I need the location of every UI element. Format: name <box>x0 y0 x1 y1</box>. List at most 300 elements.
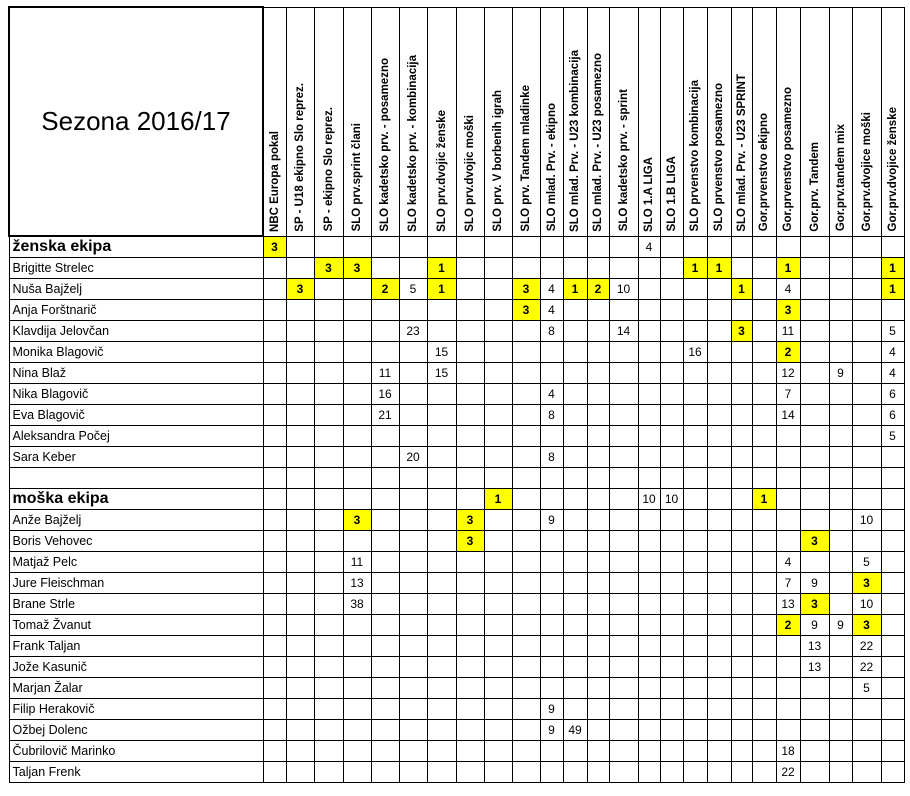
name-cell: Čubrilovič Marinko <box>9 741 263 762</box>
result-cell: 4 <box>638 236 660 258</box>
result-cell <box>800 552 829 573</box>
result-cell <box>399 657 427 678</box>
result-cell: 1 <box>881 279 904 300</box>
result-cell <box>683 468 707 489</box>
result-cell <box>484 447 512 468</box>
result-cell <box>800 258 829 279</box>
result-cell <box>752 321 776 342</box>
result-cell <box>286 258 314 279</box>
result-cell <box>314 573 343 594</box>
result-cell: 1 <box>427 279 456 300</box>
result-cell <box>263 741 286 762</box>
result-cell <box>399 342 427 363</box>
result-cell: 5 <box>399 279 427 300</box>
result-cell <box>731 615 752 636</box>
result-cell <box>587 258 609 279</box>
table-row <box>9 342 904 363</box>
result-cell <box>512 363 540 384</box>
result-cell <box>540 678 563 699</box>
result-cell <box>399 384 427 405</box>
column-header-label: SLO prv.dvojic ženske <box>435 109 448 232</box>
result-cell <box>484 236 512 258</box>
table-row <box>9 279 904 300</box>
result-cell <box>512 762 540 783</box>
result-cell <box>484 573 512 594</box>
result-cell <box>660 636 683 657</box>
result-cell <box>371 594 399 615</box>
result-cell <box>563 510 587 531</box>
name-cell: Boris Vehovec <box>9 531 263 552</box>
column-header-label: SLO mlad. Prv. - U23 SPRINT <box>735 73 748 232</box>
result-cell <box>683 300 707 321</box>
result-cell: 9 <box>829 615 852 636</box>
result-cell <box>314 657 343 678</box>
name-cell: Eva Blagovič <box>9 405 263 426</box>
result-cell <box>587 510 609 531</box>
result-cell <box>456 636 484 657</box>
result-cell <box>660 384 683 405</box>
table-row <box>9 552 904 573</box>
result-cell <box>752 510 776 531</box>
name-cell: Jože Kasunič <box>9 657 263 678</box>
result-cell <box>852 300 881 321</box>
result-cell: 5 <box>852 678 881 699</box>
result-cell <box>371 657 399 678</box>
result-cell: 5 <box>852 552 881 573</box>
result-cell <box>286 678 314 699</box>
result-cell <box>343 447 371 468</box>
result-cell <box>484 300 512 321</box>
result-cell <box>512 447 540 468</box>
results-table <box>8 6 905 783</box>
result-cell <box>731 405 752 426</box>
result-cell <box>371 762 399 783</box>
result-cell <box>752 762 776 783</box>
name-cell: Brane Strle <box>9 594 263 615</box>
result-cell <box>286 594 314 615</box>
result-cell <box>800 236 829 258</box>
result-cell <box>683 531 707 552</box>
result-cell <box>707 510 731 531</box>
result-cell <box>587 321 609 342</box>
result-cell <box>263 279 286 300</box>
result-cell <box>540 258 563 279</box>
table-row <box>9 426 904 447</box>
result-cell <box>881 720 904 741</box>
result-cell: 14 <box>609 321 638 342</box>
result-cell <box>484 657 512 678</box>
result-cell <box>512 531 540 552</box>
result-cell <box>314 236 343 258</box>
column-header <box>314 7 343 236</box>
result-cell <box>881 468 904 489</box>
result-cell <box>286 384 314 405</box>
result-cell <box>683 636 707 657</box>
result-cell <box>427 699 456 720</box>
result-cell <box>427 552 456 573</box>
result-cell: 7 <box>776 573 800 594</box>
result-cell <box>609 615 638 636</box>
column-header <box>707 7 731 236</box>
result-cell <box>286 699 314 720</box>
result-cell <box>683 573 707 594</box>
result-cell: 3 <box>343 258 371 279</box>
result-cell <box>427 594 456 615</box>
table-row <box>9 363 904 384</box>
column-header-label: SLO prvenstvo posamezno <box>713 83 725 232</box>
column-header-label: Gor.prv.dvojice moški <box>860 112 873 232</box>
result-cell <box>427 636 456 657</box>
result-cell <box>638 657 660 678</box>
result-cell <box>752 552 776 573</box>
result-cell <box>563 699 587 720</box>
table-row <box>9 405 904 426</box>
result-cell: 9 <box>540 510 563 531</box>
result-cell: 23 <box>399 321 427 342</box>
result-cell <box>660 342 683 363</box>
result-cell <box>609 300 638 321</box>
result-cell <box>829 510 852 531</box>
result-cell <box>286 615 314 636</box>
result-cell <box>609 699 638 720</box>
column-header-label: SLO 1.A LIGA <box>643 156 655 232</box>
result-cell <box>456 762 484 783</box>
result-cell <box>427 510 456 531</box>
result-cell: 15 <box>427 363 456 384</box>
table-row <box>9 573 904 594</box>
result-cell <box>540 468 563 489</box>
result-cell <box>540 594 563 615</box>
result-cell <box>563 426 587 447</box>
result-cell <box>371 699 399 720</box>
result-cell <box>776 531 800 552</box>
result-cell <box>752 384 776 405</box>
result-cell <box>660 699 683 720</box>
result-cell <box>399 426 427 447</box>
result-cell <box>683 279 707 300</box>
result-cell <box>638 762 660 783</box>
result-cell <box>683 321 707 342</box>
result-cell <box>512 678 540 699</box>
section-label: moška ekipa <box>9 489 263 510</box>
result-cell <box>540 573 563 594</box>
result-cell <box>263 510 286 531</box>
result-cell <box>371 510 399 531</box>
result-cell <box>399 258 427 279</box>
result-cell <box>563 762 587 783</box>
result-cell <box>540 615 563 636</box>
result-cell <box>540 762 563 783</box>
result-cell <box>399 699 427 720</box>
result-cell <box>399 741 427 762</box>
result-cell <box>263 489 286 510</box>
result-cell <box>314 531 343 552</box>
result-cell <box>427 447 456 468</box>
result-cell <box>660 258 683 279</box>
name-cell: Taljan Frenk <box>9 762 263 783</box>
result-cell <box>776 510 800 531</box>
result-cell <box>563 552 587 573</box>
result-cell: 49 <box>563 720 587 741</box>
result-cell <box>707 762 731 783</box>
result-cell <box>343 678 371 699</box>
result-cell: 18 <box>776 741 800 762</box>
result-cell <box>314 741 343 762</box>
result-cell <box>829 321 852 342</box>
result-cell <box>731 510 752 531</box>
result-cell <box>752 342 776 363</box>
result-cell <box>707 384 731 405</box>
result-cell <box>456 447 484 468</box>
result-cell: 5 <box>881 426 904 447</box>
result-cell <box>512 321 540 342</box>
result-cell <box>752 258 776 279</box>
result-cell <box>371 321 399 342</box>
result-cell <box>852 384 881 405</box>
result-cell <box>660 510 683 531</box>
result-cell <box>263 615 286 636</box>
result-cell <box>776 426 800 447</box>
result-cell <box>286 363 314 384</box>
result-cell <box>587 573 609 594</box>
column-header-label: SLO mlad. Prv. - ekipno <box>545 103 558 232</box>
result-cell <box>683 699 707 720</box>
name-cell: Filip Herakovič <box>9 699 263 720</box>
result-cell <box>752 426 776 447</box>
result-cell <box>456 321 484 342</box>
result-cell <box>512 342 540 363</box>
result-cell: 9 <box>829 363 852 384</box>
result-cell <box>638 594 660 615</box>
result-cell <box>399 636 427 657</box>
result-cell <box>731 741 752 762</box>
result-cell <box>776 657 800 678</box>
result-cell <box>587 531 609 552</box>
result-cell <box>484 531 512 552</box>
result-cell <box>752 363 776 384</box>
result-cell <box>427 384 456 405</box>
name-cell: Sara Keber <box>9 447 263 468</box>
result-cell <box>399 615 427 636</box>
result-cell <box>512 573 540 594</box>
result-cell <box>512 258 540 279</box>
result-cell <box>456 468 484 489</box>
result-cell <box>587 384 609 405</box>
result-cell <box>707 573 731 594</box>
result-cell <box>263 552 286 573</box>
result-cell: 3 <box>314 258 343 279</box>
result-cell <box>752 594 776 615</box>
name-cell: Marjan Žalar <box>9 678 263 699</box>
result-cell <box>609 363 638 384</box>
result-cell <box>343 762 371 783</box>
result-cell <box>660 236 683 258</box>
result-cell <box>752 468 776 489</box>
result-cell <box>683 615 707 636</box>
result-cell <box>263 405 286 426</box>
result-cell <box>660 615 683 636</box>
result-cell <box>852 258 881 279</box>
result-cell <box>563 594 587 615</box>
result-cell <box>800 510 829 531</box>
result-cell <box>881 636 904 657</box>
result-cell <box>683 489 707 510</box>
result-cell <box>752 236 776 258</box>
result-cell <box>587 236 609 258</box>
table-row <box>9 447 904 468</box>
result-cell <box>707 426 731 447</box>
result-cell <box>707 720 731 741</box>
result-cell <box>314 468 343 489</box>
result-cell <box>343 300 371 321</box>
result-cell <box>456 594 484 615</box>
result-cell <box>638 699 660 720</box>
result-cell: 6 <box>881 405 904 426</box>
result-cell <box>456 615 484 636</box>
result-cell <box>776 489 800 510</box>
result-cell <box>683 657 707 678</box>
result-cell <box>456 741 484 762</box>
result-cell <box>731 678 752 699</box>
name-cell: Brigitte Strelec <box>9 258 263 279</box>
result-cell <box>829 762 852 783</box>
result-cell: 16 <box>683 342 707 363</box>
name-cell: Anja Forštnarič <box>9 300 263 321</box>
result-cell <box>731 573 752 594</box>
result-cell <box>314 552 343 573</box>
result-cell <box>563 615 587 636</box>
column-header-label: NBC Europa pokal <box>268 130 281 232</box>
result-cell <box>638 405 660 426</box>
result-cell <box>829 384 852 405</box>
result-cell <box>731 468 752 489</box>
result-cell <box>563 468 587 489</box>
result-cell <box>609 531 638 552</box>
result-cell: 10 <box>852 594 881 615</box>
result-cell <box>707 468 731 489</box>
result-cell: 13 <box>776 594 800 615</box>
result-cell <box>638 447 660 468</box>
result-cell <box>609 447 638 468</box>
result-cell <box>683 510 707 531</box>
result-cell <box>852 762 881 783</box>
result-cell <box>800 720 829 741</box>
result-cell <box>399 363 427 384</box>
column-header-label: SLO prvenstvo kombinacija <box>689 80 701 232</box>
result-cell <box>683 678 707 699</box>
result-cell <box>683 762 707 783</box>
column-header-label: Gor.prvenstvo posamezno <box>782 87 794 232</box>
result-cell: 1 <box>881 258 904 279</box>
result-cell <box>852 236 881 258</box>
result-cell <box>800 405 829 426</box>
result-cell <box>731 531 752 552</box>
result-cell <box>731 552 752 573</box>
result-cell <box>314 489 343 510</box>
result-cell <box>484 468 512 489</box>
result-cell <box>829 468 852 489</box>
result-cell: 1 <box>563 279 587 300</box>
result-cell <box>371 720 399 741</box>
name-cell: Nuša Bajželj <box>9 279 263 300</box>
result-cell <box>263 594 286 615</box>
result-cell: 14 <box>776 405 800 426</box>
column-header-label: SLO 1.B LIGA <box>665 156 678 232</box>
result-cell <box>638 552 660 573</box>
result-cell <box>752 657 776 678</box>
season-title: Sezona 2016/17 <box>9 7 263 236</box>
result-cell <box>371 489 399 510</box>
result-cell <box>427 615 456 636</box>
result-cell <box>484 636 512 657</box>
result-cell <box>881 510 904 531</box>
result-cell <box>399 552 427 573</box>
result-cell <box>829 258 852 279</box>
result-cell <box>263 636 286 657</box>
result-cell <box>683 426 707 447</box>
result-cell <box>587 594 609 615</box>
result-cell: 22 <box>852 636 881 657</box>
result-cell <box>587 762 609 783</box>
result-cell <box>852 699 881 720</box>
result-cell <box>314 426 343 447</box>
result-cell <box>660 594 683 615</box>
result-cell <box>484 594 512 615</box>
result-cell <box>660 657 683 678</box>
result-cell <box>800 678 829 699</box>
result-cell <box>852 531 881 552</box>
result-cell <box>852 741 881 762</box>
result-cell <box>484 699 512 720</box>
result-cell <box>343 720 371 741</box>
result-cell <box>512 405 540 426</box>
result-cell <box>683 236 707 258</box>
result-cell <box>314 300 343 321</box>
column-header <box>731 7 752 236</box>
result-cell <box>314 720 343 741</box>
result-cell <box>263 720 286 741</box>
result-cell <box>881 657 904 678</box>
result-cell <box>512 699 540 720</box>
result-cell <box>263 531 286 552</box>
result-cell <box>731 636 752 657</box>
result-cell: 10 <box>852 510 881 531</box>
result-cell <box>587 468 609 489</box>
result-cell <box>263 678 286 699</box>
column-header <box>829 7 852 236</box>
result-cell <box>609 384 638 405</box>
result-cell <box>371 300 399 321</box>
result-cell <box>427 531 456 552</box>
result-cell <box>731 699 752 720</box>
result-cell <box>587 363 609 384</box>
result-cell <box>540 489 563 510</box>
result-cell <box>707 342 731 363</box>
result-cell <box>399 762 427 783</box>
result-cell <box>314 636 343 657</box>
result-cell <box>800 699 829 720</box>
result-cell <box>752 531 776 552</box>
result-cell <box>638 531 660 552</box>
result-cell <box>731 762 752 783</box>
result-cell <box>609 594 638 615</box>
column-header-label: SP - ekipno Slo reprez. <box>322 107 335 232</box>
result-cell <box>881 762 904 783</box>
result-cell <box>456 384 484 405</box>
result-cell <box>881 447 904 468</box>
result-cell <box>800 384 829 405</box>
result-cell <box>707 552 731 573</box>
